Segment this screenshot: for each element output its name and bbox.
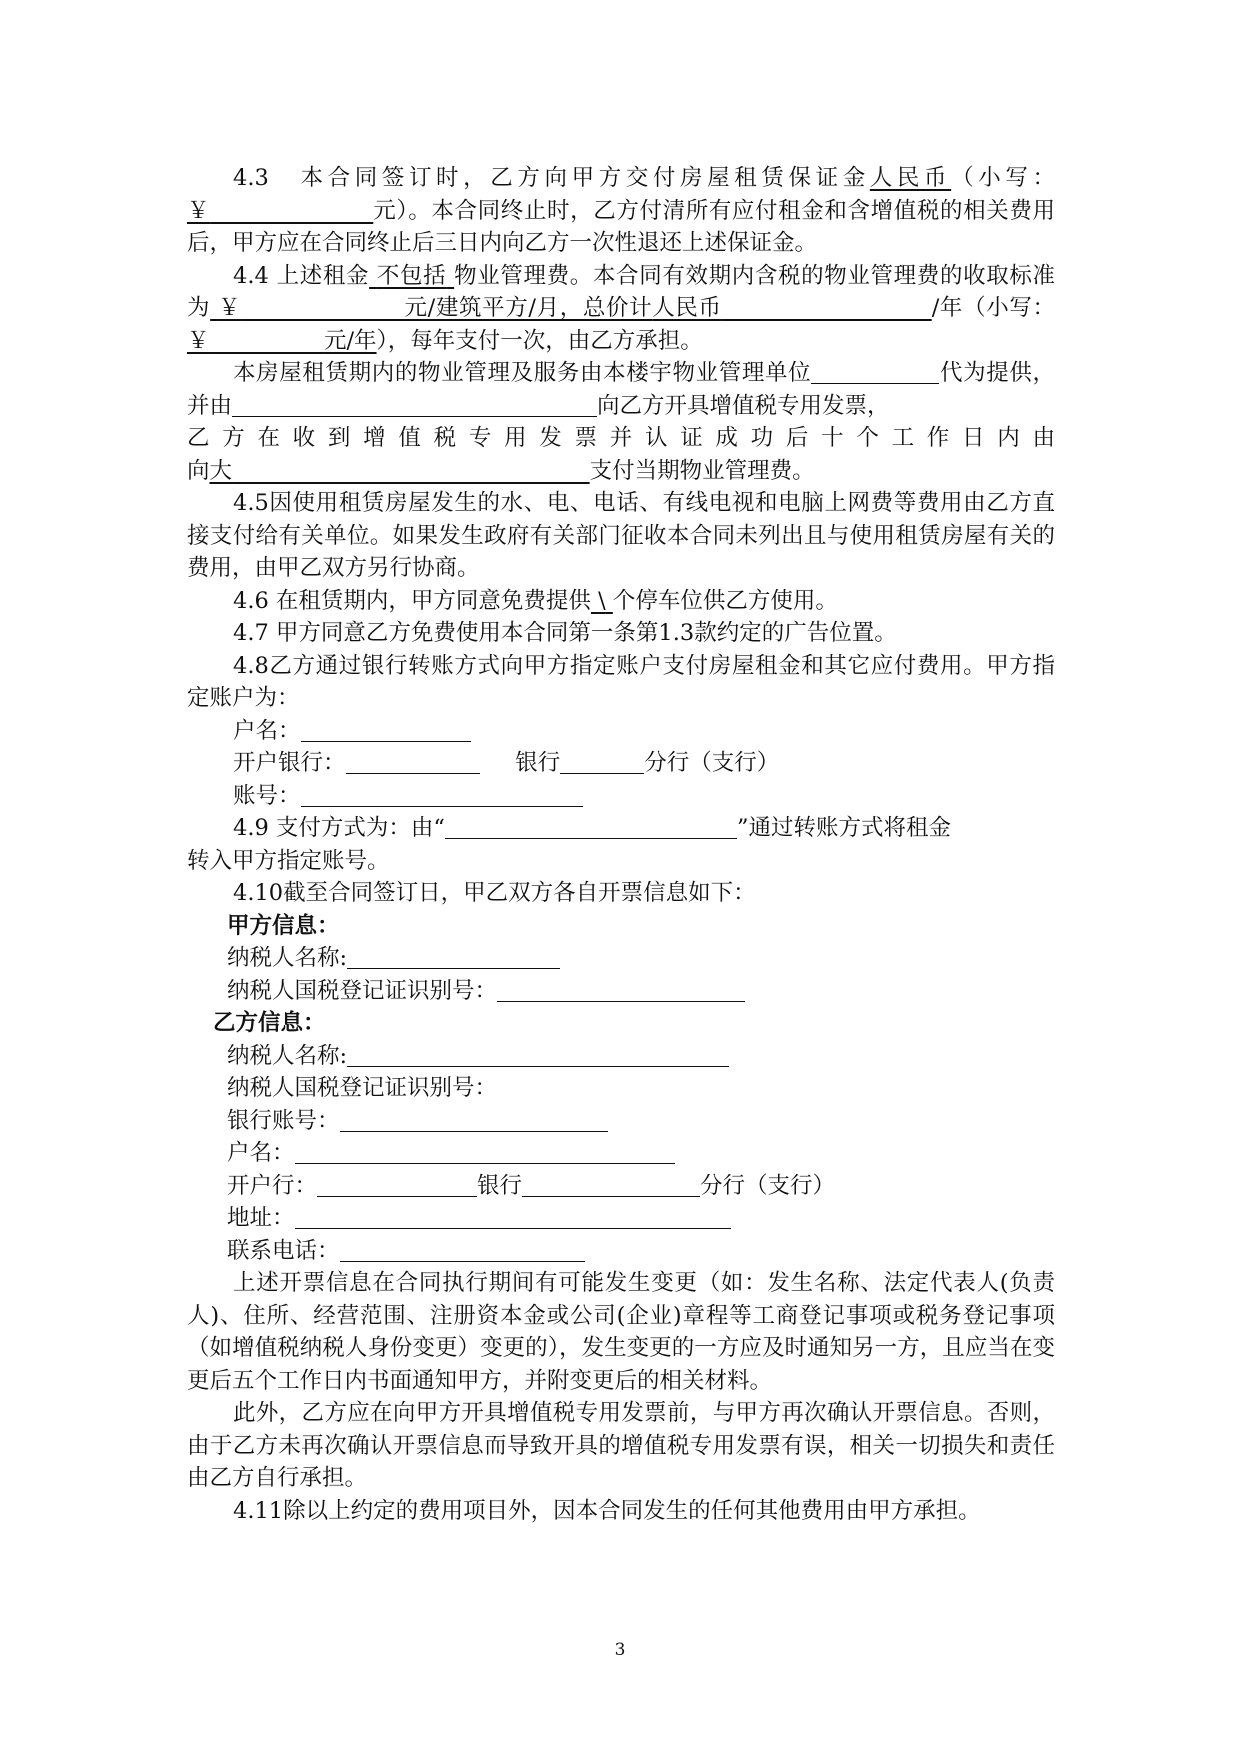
payment-text: ），每年支付一次，由乙方承担。	[376, 327, 703, 354]
tax-id-label: 纳税人国税登记证识别号：	[227, 977, 498, 1004]
clause-4-3	[187, 162, 1055, 260]
branch-name-field[interactable]	[560, 747, 644, 774]
rate-unit: 元/建筑平方/月，总价计	[404, 295, 653, 321]
party-b-account-name-field[interactable]	[295, 1137, 675, 1164]
pm-text-g: 支付当期物业管理费。	[589, 457, 815, 484]
deposit-currency: 人民币	[869, 165, 952, 191]
clause-4-3-text: 4.3 本合同签订时，乙方向甲方交付房屋租赁保证金	[233, 165, 870, 191]
change-notice-paragraph: 上述开票信息在合同执行期间有可能发生变更（如：发生名称、法定代表人(负责人)、住所、经营范围、注册资本金或公司(企业)章程等工商登记事项或税务登记事项（如增值税纳税人身份变更）变更的），发生变更的一方应及时通知另一方，且应当在变更后五个工作日内书面通知甲方，并附变更后的相关材料。	[187, 1270, 1055, 1394]
party-b-tax-id-row	[187, 1072, 1055, 1105]
pm-text-d: 乙方在收到增值税专用发票并认证成功后十个工作日内由	[187, 425, 1055, 451]
clause-4-9	[187, 812, 1055, 845]
deposit-refund-text: 元）。本合同终止时，乙方付清所有应付租金和含增值税的相关费用后，甲方应在合同终止后三日内向乙方一次性退还上述保证金。	[187, 197, 1055, 256]
party-b-bank-name-field[interactable]	[317, 1170, 477, 1197]
account-number-label: 账号：	[233, 782, 301, 809]
clause-4-6	[187, 585, 1055, 618]
party-b-address-row	[187, 1202, 1055, 1235]
account-name-label: 户名：	[227, 1140, 295, 1166]
branch-word: 分行（支行）	[644, 750, 780, 776]
parking-count-field[interactable]	[591, 588, 613, 614]
per-year-unit: 元/年	[323, 327, 377, 354]
clause-4-8: 4.8乙方通过银行转账方式向甲方指定账户支付房屋租金和其它应付费用。甲方指定账户为：	[187, 652, 1055, 711]
account-name-label: 户名：	[233, 717, 301, 744]
clause-4-7: 4.7 甲方同意乙方免费使用本合同第一条第1.3款约定的广告位置。	[233, 620, 897, 646]
party-b-account-name-row	[187, 1137, 1055, 1170]
bank-label: 开户银行：	[233, 750, 346, 776]
property-management-line3	[187, 422, 1055, 455]
pm-text-a: 本房屋租赁期内的物业管理及服务由本楼宇物业管理单位	[233, 360, 812, 386]
invoice-issuer-field[interactable]	[232, 390, 597, 417]
fee-lowercase-field[interactable]	[187, 328, 377, 354]
party-a-bank-row	[187, 747, 1055, 780]
pm-text-b: 代为提供，并由	[187, 360, 1055, 419]
clause-4-5: 4.5因使用租赁房屋发生的水、电、电话、有线电视和电脑上网费等费用由乙方直接支付给有关单位。如果发生政府有关部门征收本合同未列出且与使用租赁房屋有关的费用，由甲乙双方另行协商。	[187, 490, 1055, 581]
phone-label: 联系电话：	[227, 1237, 340, 1264]
clause-4-11: 4.11除以上约定的费用项目外，因本合同发生的任何其他费用由甲方承担。	[233, 1497, 981, 1524]
page-number: 3	[614, 1640, 626, 1660]
party-a-account-name-row	[187, 715, 1055, 748]
clause-4-10: 4.10截至合同签订日，甲乙双方各自开票信息如下：	[233, 880, 756, 906]
fee-standard-text: 物业管理费。本合同有效期内含税的物业管理费的收取标准为	[187, 262, 1055, 321]
taxpayer-name-label: 纳税人名称:	[227, 1042, 348, 1069]
clause-4-9-text-a: 4.9 支付方式为：由“	[233, 815, 445, 841]
party-b-phone-row	[187, 1235, 1055, 1268]
bank-account-label: 银行账号：	[227, 1107, 340, 1134]
clause-4-4-text: 4.4 上述租金	[233, 262, 370, 289]
bank-label: 开户行：	[227, 1172, 318, 1199]
exclude-value: 不包括	[376, 262, 447, 289]
party-b-address-field[interactable]	[295, 1202, 731, 1229]
clause-4-4	[187, 260, 1055, 358]
account-number-field[interactable]	[301, 780, 583, 807]
yen-symbol: ￥	[187, 327, 210, 354]
address-label: 地址：	[227, 1205, 295, 1231]
total-currency-field[interactable]: 人民币	[652, 295, 722, 321]
clause-4-6-text-b: 个停车位供乙方使用。	[612, 587, 838, 614]
property-management-paragraph	[187, 357, 1055, 422]
party-b-bank-row	[187, 1170, 1055, 1203]
branch-word: 分行（支行）	[700, 1172, 836, 1199]
clause-4-9-text-b: ”通过转账方式将租金	[736, 815, 951, 841]
contract-body	[187, 162, 1055, 1527]
payee-value: 大	[209, 457, 233, 484]
clause-4-9-continued: 转入甲方指定账号。	[187, 847, 390, 874]
party-b-branch-field[interactable]	[522, 1170, 700, 1197]
deposit-amount-field[interactable]	[187, 198, 373, 224]
payee-field[interactable]	[210, 458, 590, 484]
property-management-line4	[187, 455, 1055, 488]
party-b-taxpayer-name-row	[187, 1040, 1055, 1073]
bank-word: 银行	[515, 750, 561, 776]
yen-symbol: ￥	[217, 295, 242, 321]
total-amount-field[interactable]	[722, 295, 932, 321]
account-name-field[interactable]	[301, 715, 471, 742]
party-b-phone-field[interactable]	[340, 1235, 585, 1262]
bank-word: 银行	[477, 1172, 523, 1199]
pm-unit-field[interactable]	[811, 357, 939, 384]
party-a-tax-id-row	[187, 975, 1055, 1008]
per-year-unit: /年	[931, 295, 964, 321]
bank-name-field[interactable]	[346, 747, 480, 774]
party-b-bank-account-row	[187, 1105, 1055, 1138]
yen-symbol: ￥	[187, 197, 211, 224]
pm-text-c: 向乙方开具增值税专用发票，	[597, 392, 890, 419]
lowercase-label: （小写：	[951, 165, 1055, 191]
tax-id-label: 纳税人国税登记证识别号：	[227, 1075, 498, 1101]
confirm-notice-paragraph: 此外，乙方应在向甲方开具增值税专用发票前，与甲方再次确认开票信息。否则，由于乙方未再次确认开票信息而导致开具的增值税专用发票有误，相关一切损失和责任由乙方自行承担。	[187, 1400, 1055, 1491]
party-b-taxpayer-name-field[interactable]	[347, 1040, 729, 1067]
party-b-bank-account-field[interactable]	[340, 1105, 608, 1132]
parking-count-value: \	[598, 587, 606, 614]
fee-rate-field[interactable]	[210, 295, 652, 321]
pm-text-e: 向	[187, 457, 210, 484]
taxpayer-name-label: 纳税人名称:	[227, 945, 348, 971]
party-a-taxpayer-name-row	[187, 942, 1055, 975]
payer-field[interactable]	[445, 812, 737, 839]
party-a-taxpayer-name-field[interactable]	[347, 942, 560, 969]
exclude-field[interactable]	[369, 263, 454, 289]
party-a-info-heading: 甲方信息：	[227, 912, 340, 939]
party-a-tax-id-field[interactable]	[497, 975, 745, 1002]
party-b-info-heading: 乙方信息：	[213, 1010, 326, 1036]
clause-4-6-text-a: 4.6 在租赁期内，甲方同意免费提供	[233, 587, 591, 614]
party-a-account-number-row	[187, 780, 1055, 813]
lowercase-label: （小写：	[963, 295, 1055, 321]
